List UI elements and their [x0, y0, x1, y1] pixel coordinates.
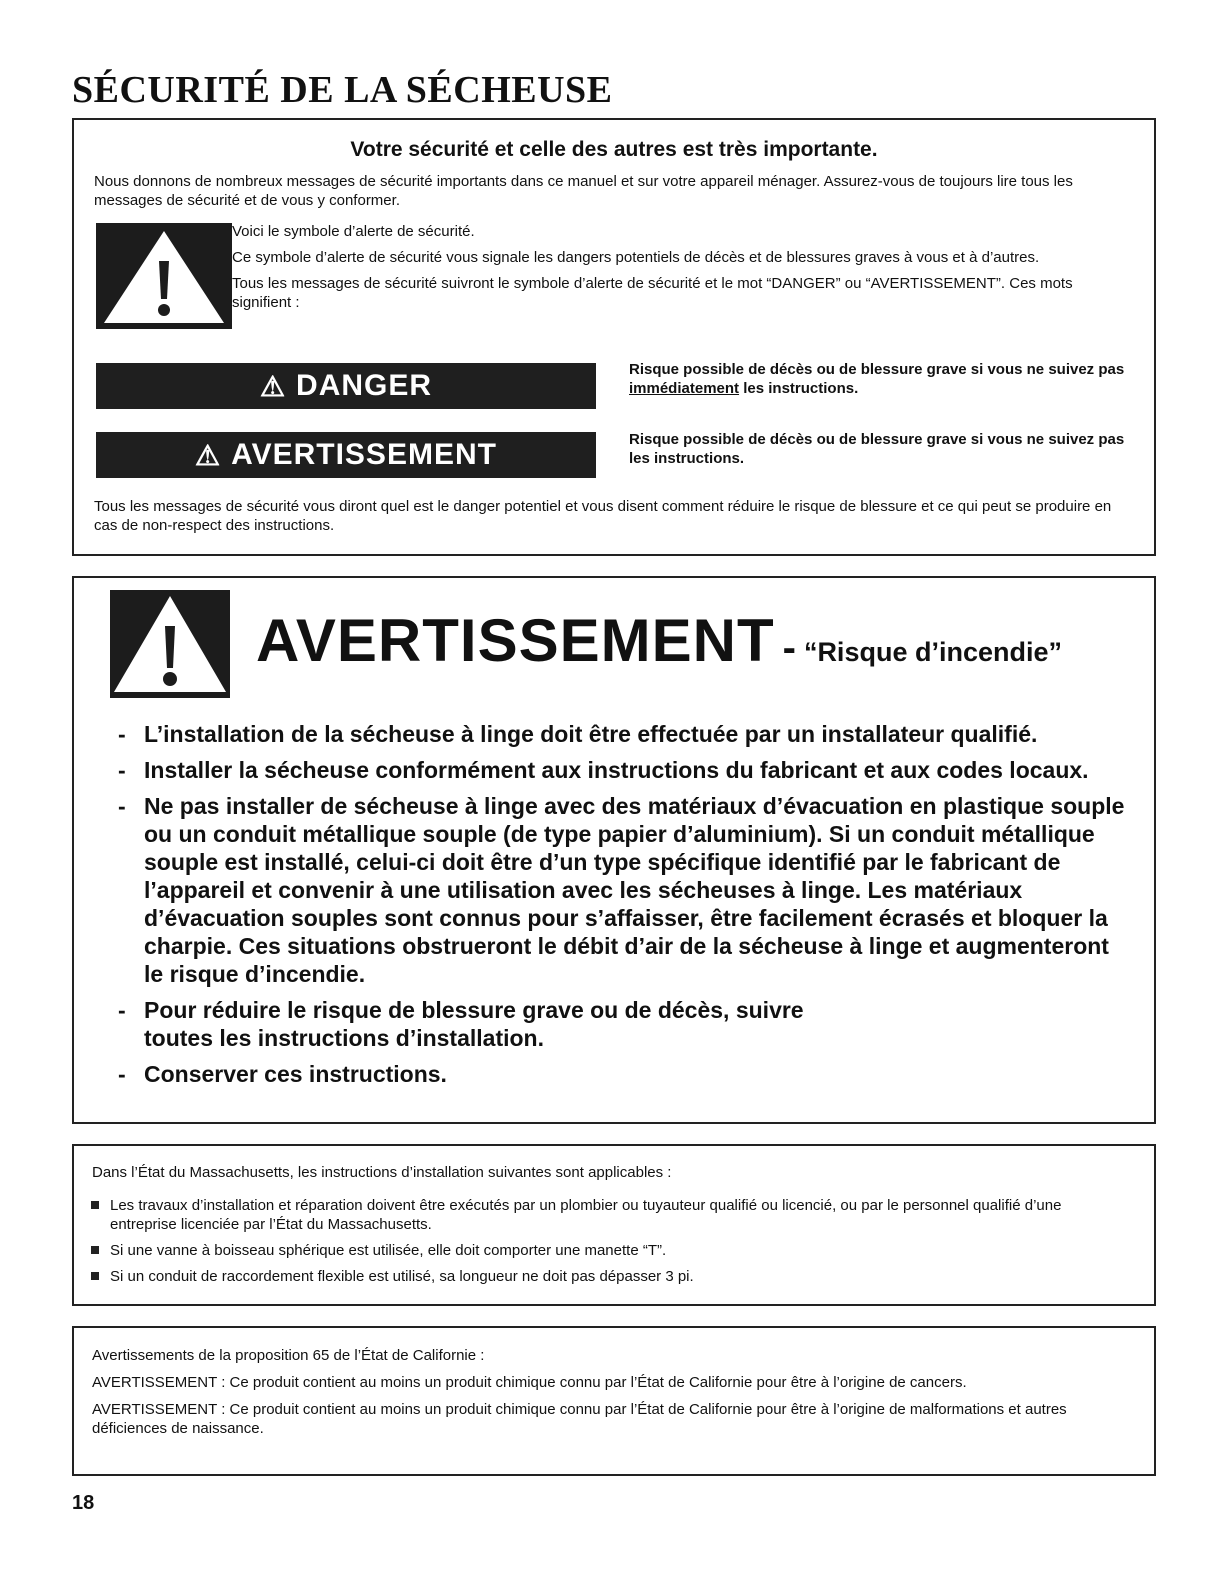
symbol-line-3: Tous les messages de sécurité suivront le symbole d’alerte de sécurité et le mot “DANGER” ou “AVERTISSEMENT”. Ces mots signifient :: [232, 275, 1073, 311]
page-number: 18: [72, 1492, 95, 1514]
warning-banner: [96, 432, 596, 478]
massachusetts-intro: Dans l’État du Massachusetts, les instructions d’installation suivantes sont applicables :: [92, 1164, 672, 1181]
warning-triangle-icon: [96, 223, 232, 329]
symbol-line-1: Voici le symbole d’alerte de sécurité.: [232, 223, 475, 240]
warning-triangle-icon: [110, 590, 230, 698]
california-box: [72, 1326, 1156, 1476]
fire-warning-title: [256, 606, 1062, 675]
safety-intro-box: [72, 118, 1156, 556]
danger-label: DANGER: [296, 369, 433, 402]
list-item: - Installer la sécheuse conformément aux instructions du fabricant et aux codes locaux.: [118, 756, 1126, 784]
list-item: - Ne pas installer de sécheuse à linge avec des matériaux d’évacuation en plastique souple ou un conduit métallique souple (de type papier d’aluminium). Si un conduit métallique souple est installé, celui-ci doit être d’un type spécifique identifié par le fabricant de l’appareil et convenir à une utilisation avec les sécheuses à linge. Les matériaux d’évacuation souples sont connus pour s’affaisser, être facilement écrasés et bloquer la charpie. Ces situations obstrueront le débit d’air de la sécheuse à linge et augmenteront le risque d’incendie.: [118, 792, 1126, 988]
list-item: Les travaux d’installation et réparation doivent être exécutés par un plombier ou tuyauteur qualifié ou licencié, ou par le personnel qualifié d’une entreprise licenciée par l’État du Massachusetts.: [88, 1196, 1114, 1234]
warning-triangle-icon: ⚠: [195, 439, 222, 471]
symbol-line-2: Ce symbole d’alerte de sécurité vous signale les dangers potentiels de décès et de blessures graves à vous et à d’autres.: [232, 249, 1040, 266]
fire-warning-label: AVERTISSEMENT: [256, 607, 775, 674]
symbol-explanation: [232, 222, 1114, 319]
safety-outro-text: Tous les messages de sécurité vous diront quel est le danger potentiel et vous disent comment réduire le risque de blessure et ce qui peut se produire en cas de non-respect des instructions.: [94, 498, 1112, 534]
warning-triangle-icon: ⚠: [259, 370, 287, 402]
california-warning-1: AVERTISSEMENT : Ce produit contient au moins un produit chimique connu par l’État de Californie pour être à l’origine de cancers.: [92, 1374, 967, 1391]
safety-heading: Votre sécurité et celle des autres est très importante.: [350, 138, 878, 161]
warning-label: AVERTISSEMENT: [231, 438, 497, 471]
page-title: SÉCURITÉ DE LA SÉCHEUSE: [72, 69, 613, 111]
danger-desc-text: Risque possible de décès ou de blessure grave si vous ne suivez pas: [629, 361, 1125, 378]
massachusetts-list: [88, 1196, 1114, 1293]
safety-intro-text: Nous donnons de nombreux messages de sécurité importants dans ce manuel et sur votre appareil ménager. Assurez-vous de toujours lire tous les messages de sécurité et de vous y conformer.: [94, 173, 1073, 209]
california-warning-2: AVERTISSEMENT : Ce produit contient au moins un produit chimique connu par l’État de Californie pour être à l’origine de malformations et autres déficiences de naissance.: [92, 1401, 1067, 1437]
danger-desc-end: les instructions.: [739, 380, 859, 397]
warning-description: Risque possible de décès ou de blessure grave si vous ne suivez pas les instructions.: [629, 431, 1125, 467]
list-item: - Conserver ces instructions.: [118, 1060, 1126, 1088]
list-item: Si un conduit de raccordement flexible est utilisé, sa longueur ne doit pas dépasser 3 pi.: [88, 1267, 1114, 1286]
list-item: - L’installation de la sécheuse à linge doit être effectuée par un installateur qualifié.: [118, 720, 1126, 748]
danger-banner: [96, 363, 596, 409]
danger-description: [629, 360, 1144, 398]
fire-warning-subtitle: “Risque d’incendie”: [803, 637, 1062, 667]
fire-warning-box: [72, 576, 1156, 1124]
title-dash: -: [782, 626, 796, 670]
danger-desc-emphasis: immédiatement: [629, 380, 740, 397]
massachusetts-box: [72, 1144, 1156, 1306]
california-content: [92, 1346, 1114, 1446]
california-intro: Avertissements de la proposition 65 de l’État de Californie :: [92, 1347, 485, 1364]
list-item: Si une vanne à boisseau sphérique est utilisée, elle doit comporter une manette “T”.: [88, 1241, 1114, 1260]
fire-warning-list: [118, 720, 1126, 1096]
list-item: - Pour réduire le risque de blessure grave ou de décès, suivre toutes les instructions d’installation.: [118, 996, 1126, 1052]
